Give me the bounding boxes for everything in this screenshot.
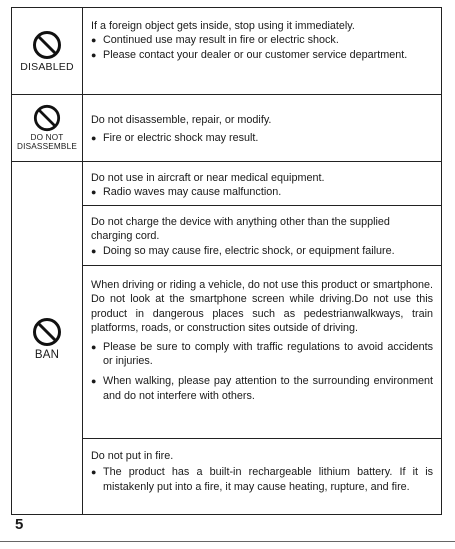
section-ban <box>12 161 441 515</box>
ban-driving-intro: When driving or riding a vehicle, do not use this product or smartphone. Do not look at the smartphone screen while driving.Do not use this product in dangerous places such as pedestrianwalkways, train platforms, roads, or construction sites outside of driving. <box>91 279 433 335</box>
bullet-symbol: ● <box>91 133 97 144</box>
section-do-not-disassemble <box>12 94 441 161</box>
ban-block-charging <box>83 209 441 258</box>
list-item <box>91 185 433 199</box>
disabled-bullet-1: Continued use may result in fire or electric shock. <box>103 34 339 47</box>
disassemble-label: DISASSEMBLE <box>17 142 77 151</box>
safety-table <box>11 7 442 515</box>
footer-rule <box>0 541 455 542</box>
prohibition-icon <box>33 104 61 132</box>
bullet-symbol: ● <box>91 187 97 198</box>
disassemble-icon-cell <box>12 95 83 161</box>
disassemble-bullet-1: Fire or electric shock may result. <box>103 132 259 145</box>
section-disabled <box>12 8 441 94</box>
page-number: 5 <box>15 516 24 533</box>
list-item <box>91 465 433 494</box>
ban-fire-bullet: The product has a built-in rechargeable lithium battery. If it is mistakenly put into a fire, it may cause heating, rupture, and fire. <box>103 466 433 493</box>
disabled-intro: If a foreign object gets inside, stop using it immediately. <box>91 20 355 32</box>
list-item <box>91 244 433 258</box>
divider <box>83 265 441 266</box>
bullet-symbol: ● <box>91 49 97 60</box>
list-item <box>91 340 433 369</box>
disabled-bullet-2: Please contact your dealer or our customer service department. <box>103 48 408 61</box>
bullet-symbol: ● <box>91 467 97 478</box>
disabled-text-cell <box>83 13 441 62</box>
bullet-symbol: ● <box>91 376 97 387</box>
list-item <box>91 48 433 62</box>
disassemble-text-cell <box>83 107 441 146</box>
bullet-symbol: ● <box>91 341 97 352</box>
bullet-symbol: ● <box>91 245 97 256</box>
ban-block-driving <box>83 272 441 403</box>
ban-icon-cell <box>12 162 83 515</box>
ban-aircraft-intro: Do not use in aircraft or near medical equipment. <box>91 172 325 184</box>
ban-label: BAN <box>34 348 60 361</box>
disabled-icon-cell <box>12 8 83 94</box>
ban-charging-bullet: Doing so may cause fire, electric shock, or equipment failure. <box>103 244 395 257</box>
do-not-label: DO NOT <box>30 133 64 143</box>
ban-driving-bullet-1: Please be sure to comply with traffic regulations to avoid accidents or injuries. <box>103 340 433 368</box>
list-item <box>91 374 433 403</box>
ban-driving-bullet-2: When walking, please pay attention to the surrounding environment and do not interfere with others. <box>103 375 433 402</box>
bullet-symbol: ● <box>91 35 97 46</box>
ban-block-fire <box>83 443 441 494</box>
divider <box>83 438 441 439</box>
ban-block-aircraft <box>83 165 441 200</box>
disassemble-intro: Do not disassemble, repair, or modify. <box>91 114 272 126</box>
prohibition-icon <box>32 317 62 347</box>
divider <box>83 205 441 206</box>
list-item <box>91 33 433 47</box>
ban-charging-intro: Do not charge the device with anything other than the supplied charging cord. <box>91 216 390 243</box>
ban-fire-intro: Do not put in fire. <box>91 450 174 462</box>
disabled-label: DISABLED <box>20 60 74 73</box>
prohibition-icon <box>32 30 62 60</box>
list-item <box>91 131 433 145</box>
ban-aircraft-bullet: Radio waves may cause malfunction. <box>103 186 282 199</box>
